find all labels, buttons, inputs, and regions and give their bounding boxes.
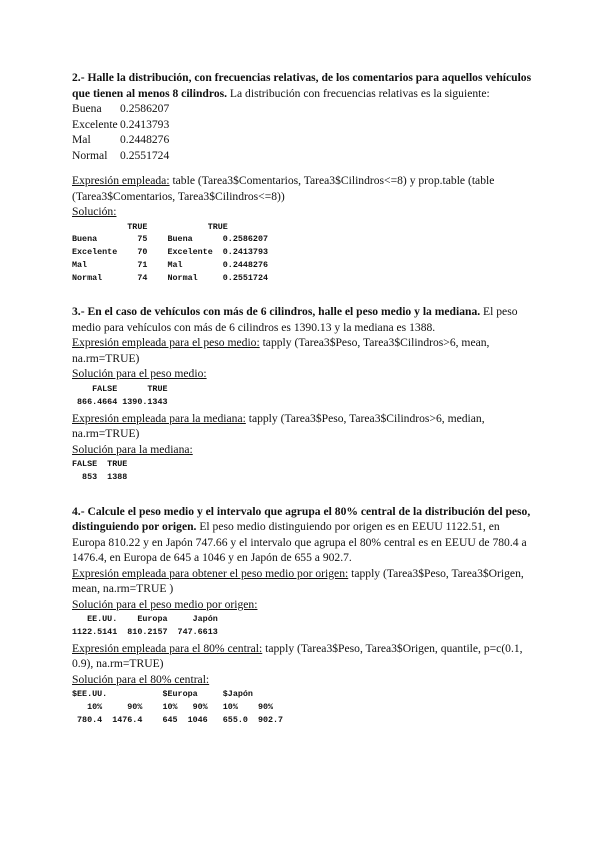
dist-value: 0.2448276 <box>120 133 170 146</box>
q2-expr: table (Tarea3$Comentarios, Tarea3$Cilindros<=8) y prop.table (table (Tarea3$Comentarios, Tarea3$Cilindros<=8)) <box>72 174 495 203</box>
q3-answer: El peso medio para vehículos con más de 6 cilindros es 1390.13 y la mediana es 1388. <box>72 305 518 334</box>
q3-paragraph <box>72 304 532 335</box>
dist-row <box>72 148 169 164</box>
dist-label: Buena <box>72 102 102 115</box>
dist-label: Normal <box>72 148 108 162</box>
q3-output-median: FALSE TRUE 853 1388 <box>72 459 128 482</box>
dist-value: 0.2586207 <box>120 102 170 115</box>
q3-expression-mean <box>72 335 532 366</box>
q3-expr-median-label: Expresión empleada para la mediana: <box>72 411 246 425</box>
q3-expr-mean: tapply (Tarea3$Peso, Tarea3$Cilindros>6, mean, na.rm=TRUE) <box>72 336 490 365</box>
q2-paragraph <box>72 70 532 101</box>
dist-label: Mal <box>72 133 91 146</box>
q3-title: 3.- En el caso de vehículos con más de 6 cilindros, halle el peso medio y la mediana. <box>72 305 481 319</box>
q2-title: 2.- Halle la distribución, con frecuencias relativas, de los comentarios para aquellos vehículos que tienen al menos 8 cilindros. <box>72 71 532 100</box>
q4-paragraph <box>72 504 532 566</box>
q4-solution-mean-label: Solución para el peso medio por origen: <box>72 597 258 611</box>
q4-output-quantile: $EE.UU. $Europa $Japón 10% 90% 10% 90% 10% 90% 780.4 1476.4 645 1046 655.0 902.7 <box>72 689 284 725</box>
q4-title: 4.- Calcule el peso medio y el intervalo que agrupa el 80% central de la distribución del peso, distinguiendo por origen. <box>72 504 531 534</box>
q2-distribution-table <box>72 101 169 163</box>
q3-expr-median: tapply (Tarea3$Peso, Tarea3$Cilindros>6, median, na.rm=TRUE) <box>72 411 485 441</box>
q4-solution-quantile-label: Solución para el 80% central: <box>72 672 210 686</box>
q2-solution-label: Solución: <box>72 205 117 218</box>
q2-output: TRUE TRUE Buena 75 Buena 0.2586207 Excelente 70 Excelente 0.2413793 Mal 71 Mal 0.2448276 Normal 74 Normal 0.2551724 <box>72 221 269 283</box>
q3-output-mean: FALSE TRUE 866.4664 1390.1343 <box>77 383 168 407</box>
dist-label: Excelente <box>72 117 118 131</box>
q2-expr-label: Expresión empleada: <box>72 174 170 187</box>
q4-expr-q: tapply (Tarea3$Peso, Tarea3$Origen, quantile, p=c(0.1, 0.9), na.rm=TRUE) <box>72 641 523 671</box>
q4-expr-mean-label: Expresión empleada para obtener el peso medio por origen: <box>72 566 349 580</box>
dist-row <box>72 101 169 117</box>
q4-expr-q-label: Expresión empleada para el 80% central: <box>72 641 263 655</box>
dist-row <box>72 132 169 148</box>
dist-row <box>72 117 169 133</box>
dist-value: 0.2413793 <box>120 117 170 131</box>
dist-value: 0.2551724 <box>120 148 170 162</box>
q3-solution-mean-label: Solución para el peso medio: <box>72 367 207 381</box>
q4-output-mean: EE.UU. Europa Japón 1122.5141 810.2157 747.6613 <box>72 614 218 637</box>
q2-answer: La distribución con frecuencias relativas es la siguiente: <box>227 86 490 100</box>
q4-expr-mean: tapply (Tarea3$Peso, Tarea3$Origen, mean, na.rm=TRUE ) <box>72 566 524 596</box>
q3-expression-median <box>72 411 532 442</box>
q4-expression-quantile <box>72 641 532 672</box>
q3-expr-mean-label: Expresión empleada para el peso medio: <box>72 336 260 350</box>
q4-answer: El peso medio distinguiendo por origen es en EEUU 1122.51, en Europa 810.22 y en Japón 747.66 y el intervalo que agrupa el 80% central es en EEUU de 780.4 a 1476.4, en Europa de 645 a 1046 y en Japón de 655 a 902.7. <box>72 520 527 565</box>
q3-solution-median-label: Solución para la mediana: <box>72 442 193 456</box>
q4-expression-mean <box>72 566 532 597</box>
q2-expression <box>72 173 532 204</box>
document-page <box>72 70 532 729</box>
